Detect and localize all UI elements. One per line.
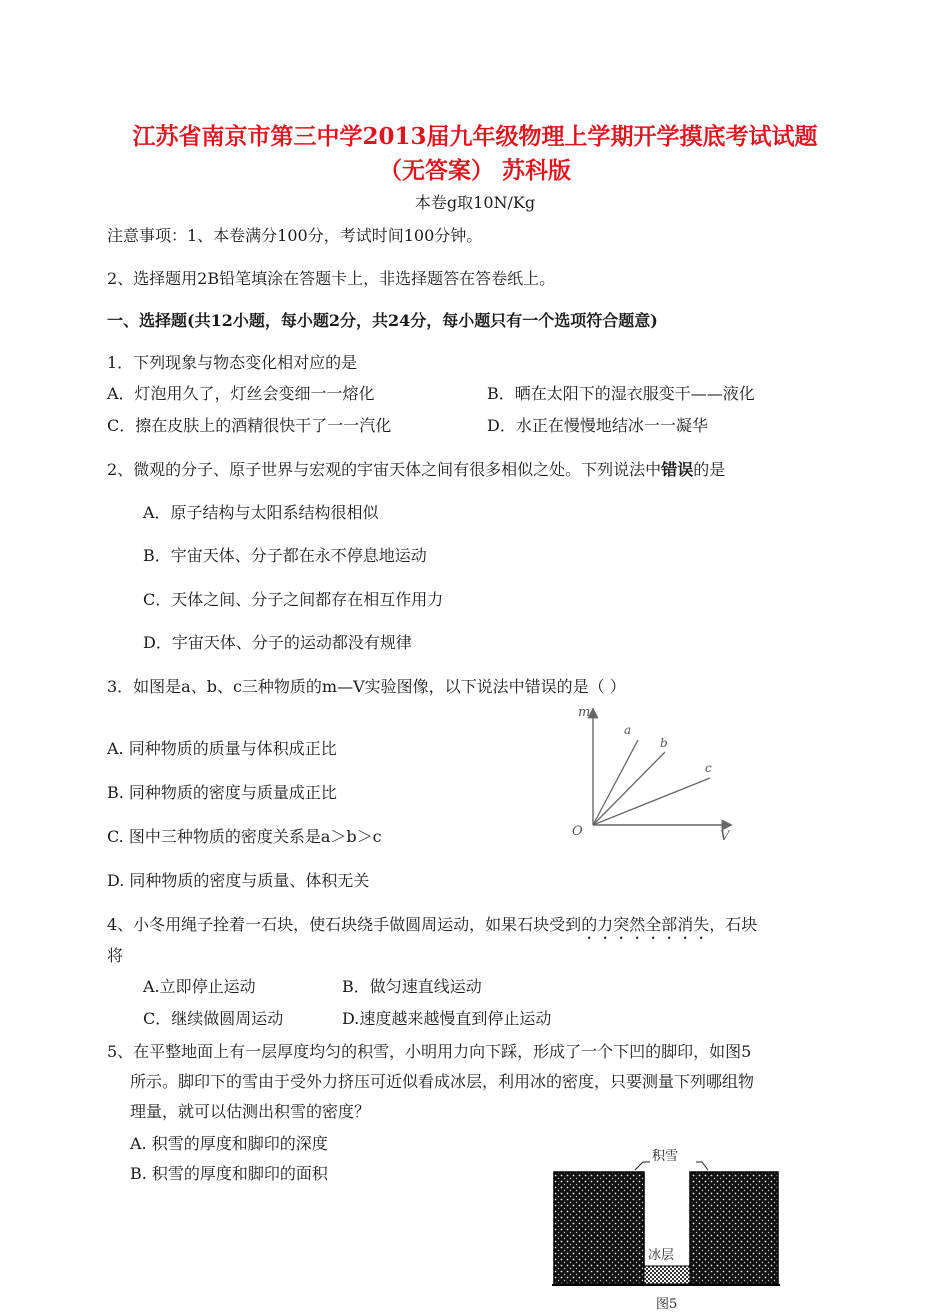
q4-option-d: D.速度越来越慢直到停止运动 <box>342 1009 552 1028</box>
page-title-line1: 江苏省南京市第三中学2013届九年级物理上学期开学摸底考试试题 <box>132 123 818 150</box>
q4-stem-emphasis: 的力突然全部消失 <box>581 915 710 934</box>
q4-option-a: A.立即停止运动 <box>143 977 256 996</box>
q2-stem-emphasis: 错误 <box>661 460 694 479</box>
snow-pointer-lines-2 <box>696 1162 708 1170</box>
x-axis-label: V <box>720 829 730 844</box>
page-title-line2: （无答案） 苏科版 <box>378 157 571 184</box>
q3-stem: 3．如图是a、b、c三种物质的m—V实验图像，以下说法中错误的是（ ） <box>107 677 626 696</box>
q4-stem <box>107 914 757 943</box>
line-a-label: a <box>624 723 632 737</box>
ice-label: 冰层 <box>648 1248 675 1263</box>
q2-stem <box>107 459 725 481</box>
notes-line1: 注意事项：1、本卷满分100分，考试时间100分钟。 <box>107 226 483 245</box>
q2-stem-post: 的是 <box>693 460 726 479</box>
q1-stem: 1．下列现象与物态变化相对应的是 <box>107 353 358 372</box>
q5-stem-line2: 所示。脚印下的雪由于受外力挤压可近似看成冰层，利用冰的密度，只要测量下列哪组物 <box>130 1072 755 1091</box>
q3-option-a: A. 同种物质的质量与体积成正比 <box>107 739 337 758</box>
q5-stem-line3: 理量，就可以估测出积雪的密度？ <box>130 1102 371 1121</box>
q4-stem-cont: 将 <box>107 946 124 965</box>
q4-option-b: B．做匀速直线运动 <box>342 977 482 996</box>
line-a <box>593 740 638 825</box>
q2-option-b: B．宇宙天体、分子都在永不停息地运动 <box>143 546 427 565</box>
line-b-label: b <box>660 736 668 750</box>
q2-option-d: D．宇宙天体、分子的运动都没有规律 <box>143 633 412 652</box>
q3-mv-graph <box>560 700 750 845</box>
q5-snow-figure <box>548 1138 788 1313</box>
subtitle: 本卷g取10N/Kg <box>414 193 536 212</box>
line-b <box>593 752 665 825</box>
snow-right-block <box>690 1172 778 1284</box>
q4-stem-post: ，石块 <box>709 915 758 934</box>
q1-option-c: C．擦在皮肤上的酒精很快干了一一汽化 <box>107 416 392 435</box>
q2-option-a: A．原子结构与太阳系结构很相似 <box>143 503 379 522</box>
q5-stem-line1: 5、在平整地面上有一层厚度均匀的积雪，小明用力向下踩，形成了一个下凹的脚印，如图5 <box>107 1042 752 1061</box>
q5-option-a: A. 积雪的厚度和脚印的深度 <box>130 1134 328 1153</box>
q4-option-c: C．继续做圆周运动 <box>143 1009 284 1028</box>
q3-option-c: C. 图中三种物质的密度关系是a＞b＞c <box>107 827 382 846</box>
q2-stem-pre: 2、微观的分子、原子世界与宏观的宇宙天体之间有很多相似之处。下列说法中 <box>107 460 662 479</box>
line-c <box>593 778 710 825</box>
q2-option-c: C．天体之间、分子之间都存在相互作用力 <box>143 590 444 609</box>
line-c-label: c <box>705 761 712 775</box>
q1-option-b: B．晒在太阳下的湿衣服变干——液化 <box>487 384 755 403</box>
q4-stem-pre: 4、小冬用绳子拴着一石块，使石块绕手做圆周运动，如果石块受到 <box>107 915 582 934</box>
figure-caption: 图5 <box>656 1297 678 1312</box>
q3-option-b: B. 同种物质的密度与质量成正比 <box>107 783 337 802</box>
origin-label: O <box>572 824 583 839</box>
snow-left-block <box>554 1172 644 1284</box>
q5-option-b: B. 积雪的厚度和脚印的面积 <box>130 1164 328 1183</box>
snow-label: 积雪 <box>652 1149 679 1164</box>
q1-option-a: A．灯泡用久了，灯丝会变细一一熔化 <box>107 384 375 403</box>
section-heading: 一、选择题(共12小题，每小题2分，共24分，每小题只有一个选项符合题意) <box>107 311 658 330</box>
y-axis-label: m <box>578 705 591 720</box>
snow-pointer-lines <box>635 1162 650 1170</box>
q1-option-d: D．水正在慢慢地结冰一一凝华 <box>487 416 708 435</box>
notes-line2: 2、选择题用2B铅笔填涂在答题卡上，非选择题答在答卷纸上。 <box>107 269 556 288</box>
q3-option-d: D. 同种物质的密度与质量、体积无关 <box>107 871 370 890</box>
ice-layer <box>644 1266 690 1284</box>
